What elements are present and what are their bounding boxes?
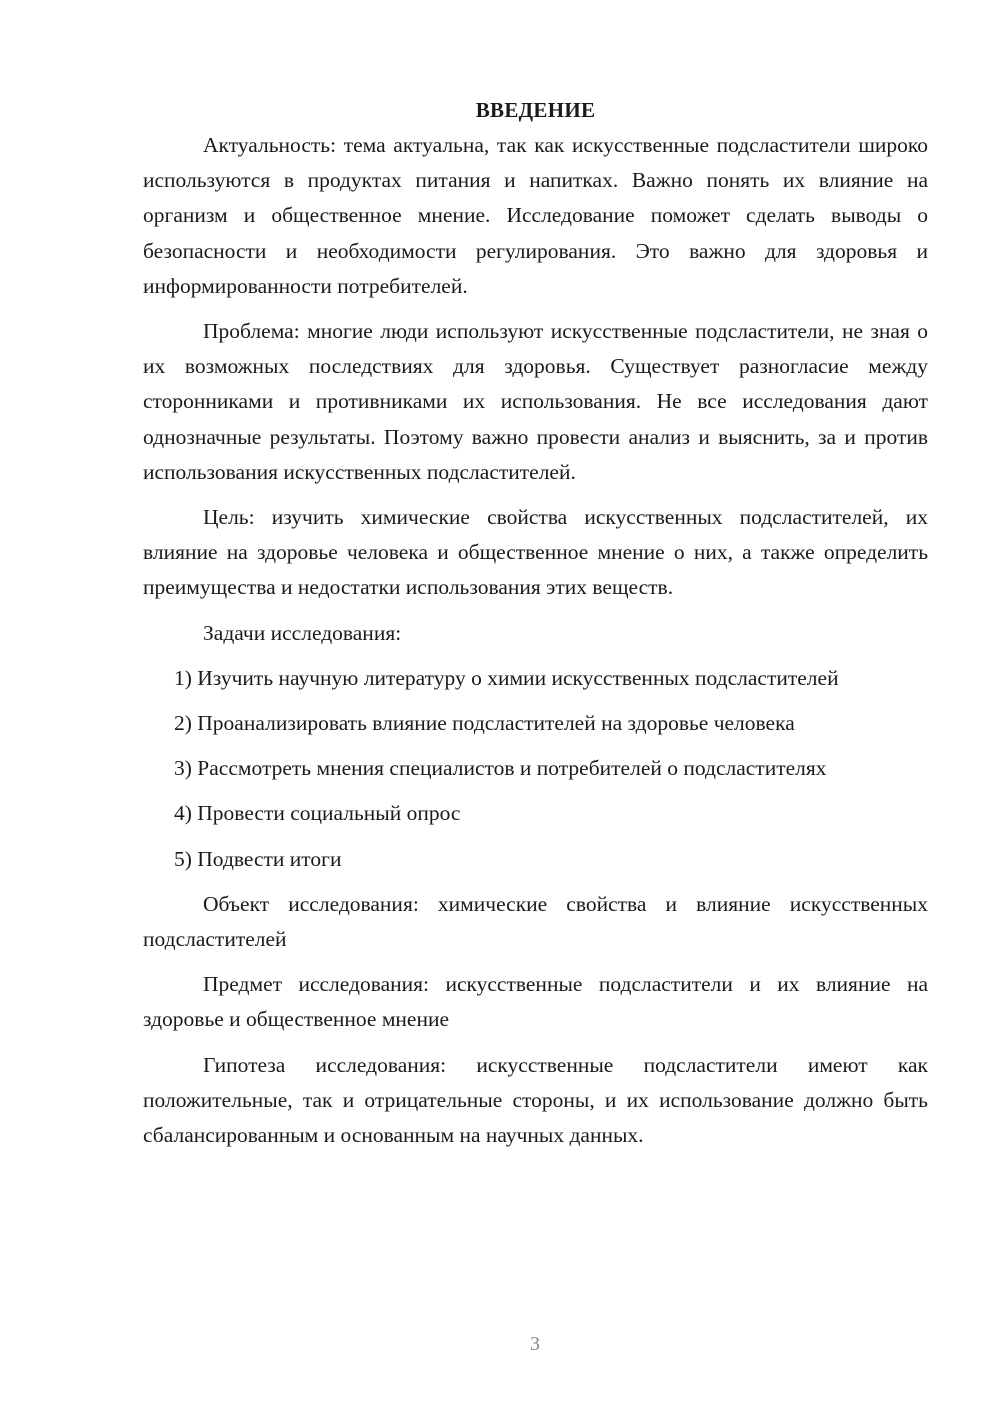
section-title: ВВЕДЕНИЕ [475,98,596,122]
task-item-3: 3) Рассмотреть мнения специалистов и потребителей о подсластителях [174,756,827,781]
task-item-1: 1) Изучить научную литературу о химии искусственных подсластителей [174,665,839,690]
paragraph-goal: Цель: изучить химические свойства искусственных подсластителей, их влияние на здоровье человека и общественное мнение о них, а также определить преимущества и недостатки использования этих веществ. [143,505,928,600]
page-number: 3 [530,1333,540,1355]
paragraph-problem: Проблема: многие люди используют искусственные подсластители, не зная о их возможных последствиях для здоровья. Существует разногласие между сторонниками и противниками их использования. Не все исследования дают однозначные результаты. Поэтому важно провести анализ и выяснить, за и против использования искусственных подсластителей. [143,319,928,484]
task-item-4: 4) Провести социальный опрос [174,801,461,826]
task-item-5: 5) Подвести итоги [174,846,342,871]
paragraph-actuality: Актуальность: тема актуальна, так как искусственные подсластители широко используются в продуктах питания и напитках. Важно понять их влияние на организм и общественное мнение. Исследование поможет сделать выводы о безопасности и необходимости регулирования. Это важно для здоровья и информированности потребителей. [143,133,928,298]
paragraph-hypothesis: Гипотеза исследования: искусственные подсластители имеют как положительные, так и отрицательные стороны, и их использование должно быть сбалансированным и основанным на научных данных. [143,1052,928,1148]
task-item-2: 2) Проанализировать влияние подсластителей на здоровье человека [174,711,795,736]
tasks-heading: Задачи исследования: [203,620,402,645]
paragraph-object: Объект исследования: химические свойства и влияние искусственных подсластителей [143,891,928,952]
paragraph-subject: Предмет исследования: искусственные подсластители и их влияние на здоровье и общественное мнение [143,972,928,1032]
document-page [143,93,928,1163]
